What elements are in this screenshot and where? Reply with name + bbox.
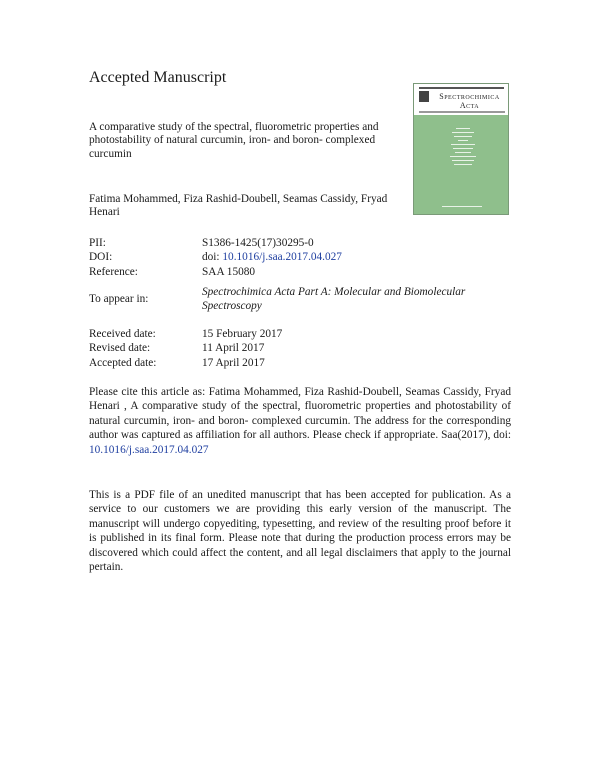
journal-cover-image	[413, 83, 509, 215]
journal-name-line1: Spectrochimica Acta Part A: Molecular and Biomolecular	[202, 286, 466, 298]
cover-footer-line	[442, 206, 482, 207]
citation-doi-link[interactable]: 10.1016/j.saa.2017.04.027	[89, 443, 209, 456]
received-value: 15 February 2017	[202, 328, 283, 340]
received-label: Received date:	[89, 328, 156, 340]
doi-label: DOI:	[89, 251, 113, 263]
doi-value	[202, 251, 342, 264]
pii-label: PII:	[89, 237, 106, 249]
article-authors: Fatima Mohammed, Fiza Rashid-Doubell, Seamas Cassidy, Fryad Henari	[89, 193, 388, 219]
page-heading: Accepted Manuscript	[89, 69, 227, 86]
cover-journal-title	[432, 92, 507, 110]
manuscript-notice: This is a PDF file of an unedited manuscript that has been accepted for publication. As a service to our customers we are providing this early version of the manuscript. The manuscript will undergo copyediting, typesetting, and review of the resulting proof before it is published in its final form. Please note that during the production process errors may be discovered which could affect the content, and all legal disclaimers that apply to the journal pertain.	[89, 489, 511, 574]
journal-name-line2: Spectroscopy	[202, 300, 262, 312]
cover-journal-line2: Acta	[459, 101, 480, 110]
revised-label: Revised date:	[89, 342, 151, 354]
doi-prefix: doi:	[202, 251, 220, 263]
publisher-logo-icon	[419, 91, 429, 102]
accepted-label: Accepted date:	[89, 357, 157, 369]
cover-header	[414, 84, 508, 115]
cover-contents-lines	[448, 128, 478, 168]
revised-value: 11 April 2017	[202, 342, 265, 354]
accepted-value: 17 April 2017	[202, 357, 265, 369]
appear-in-label: To appear in:	[89, 293, 149, 305]
cover-journal-line1: Spectrochimica	[439, 92, 500, 101]
citation-paragraph	[89, 385, 511, 457]
cover-top-bar	[419, 87, 504, 89]
cover-strip	[419, 111, 505, 113]
doi-link[interactable]: 10.1016/j.saa.2017.04.027	[222, 251, 342, 263]
reference-value: SAA 15080	[202, 266, 256, 278]
pii-value: S1386-1425(17)30295-0	[202, 237, 314, 249]
reference-label: Reference:	[89, 266, 138, 278]
citation-text: Please cite this article as: Fatima Mohammed, Fiza Rashid-Doubell, Seamas Cassidy, Fryad Henari , A comparative study of the spectral, fluorometric properties and photostability of natural curcumin, iron- and boron- complexed curcumin. The address for the corresponding author was captured as affiliation for all authors. Please check if appropriate. Saa(2017), doi:	[89, 386, 511, 442]
article-title: A comparative study of the spectral, fluorometric properties and photostability of natural curcumin, iron- and boron- complexed curcumin	[89, 121, 379, 160]
